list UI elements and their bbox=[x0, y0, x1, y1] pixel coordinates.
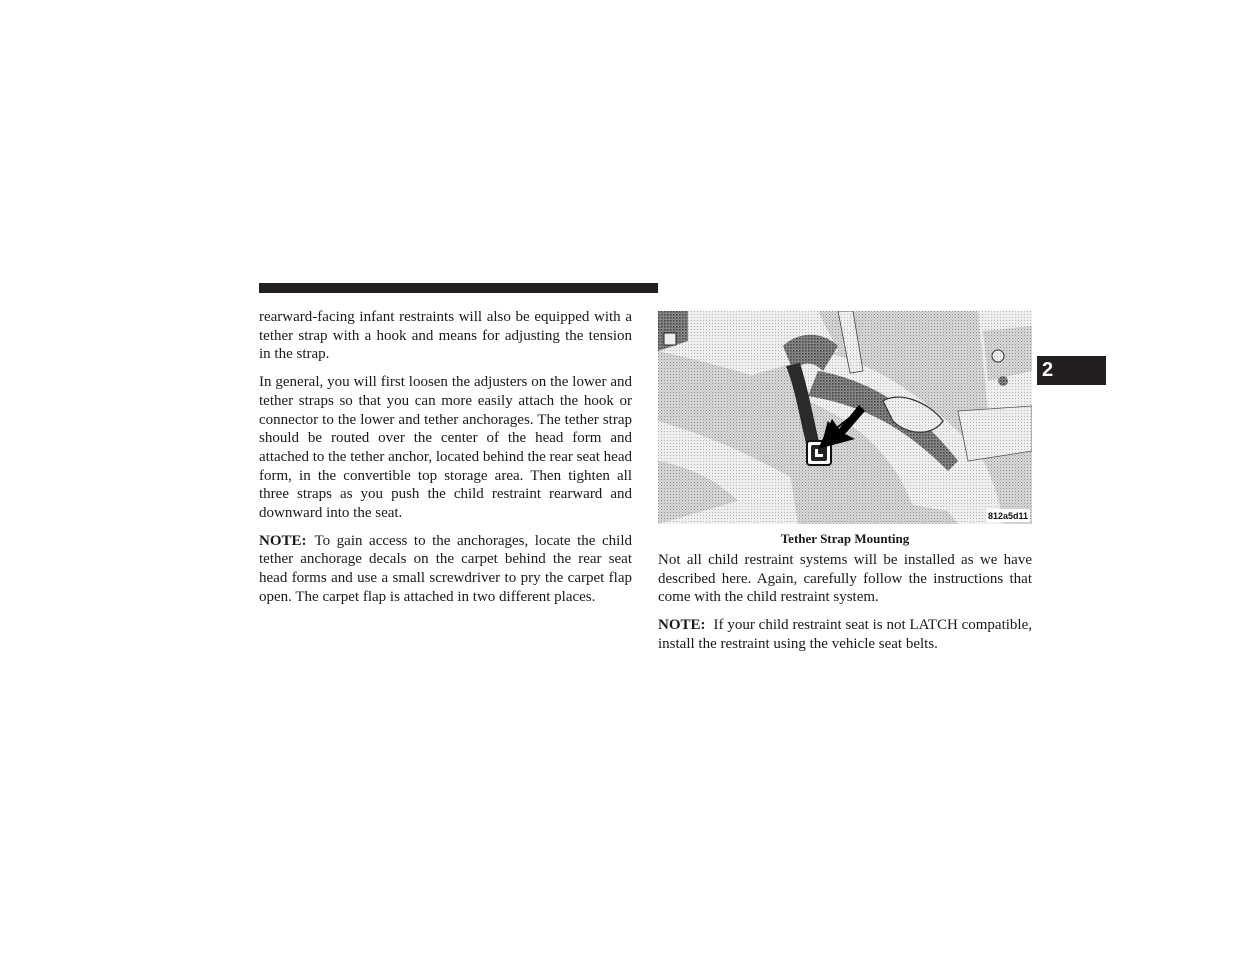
note-latch bbox=[658, 616, 1032, 653]
figure-caption: Tether Strap Mounting bbox=[780, 531, 910, 546]
note-anchorages bbox=[259, 532, 632, 607]
figure-code: 812a5d11 bbox=[988, 511, 1029, 521]
left-column bbox=[259, 308, 632, 616]
right-column bbox=[658, 551, 1032, 663]
note-label: NOTE: bbox=[658, 617, 706, 634]
paragraph-infant-restraints: rearward-facing infant restraints will also be equipped with a tether strap with a hook and means for adjusting the tension in the strap. bbox=[259, 309, 632, 363]
note-text: If your child restraint seat is not LATCH compatible, install the restraint using the vehicle seat belts. bbox=[658, 617, 1032, 652]
paragraph-general-instructions: In general, you will first loosen the adjusters on the lower and tether straps so that you can more easily attach the hook or connector to the lower and tether anchorages. The tether strap should be routed over the center of the head form and attached to the tether anchor, located behind the rear seat head form, in the convertible top storage area. Then tighten all three straps as you push the child restraint rearward and downward into the seat. bbox=[259, 374, 632, 522]
paragraph-not-all-systems: Not all child restraint systems will be installed as we have described here. Again, carefully follow the instructions that come with the child restraint system. bbox=[658, 552, 1032, 606]
note-label: NOTE: bbox=[259, 532, 307, 549]
note-text: To gain access to the anchorages, locate the child tether anchorage decals on the carpet behind the rear seat head forms and use a small screwdriver to pry the carpet flap open. The carpet flap is attached in two different places. bbox=[259, 532, 632, 605]
header-rule bbox=[259, 283, 658, 293]
tether-strap-illustration bbox=[658, 311, 1032, 524]
section-tab bbox=[1037, 356, 1106, 385]
section-tab-label: 2 bbox=[1042, 359, 1054, 381]
